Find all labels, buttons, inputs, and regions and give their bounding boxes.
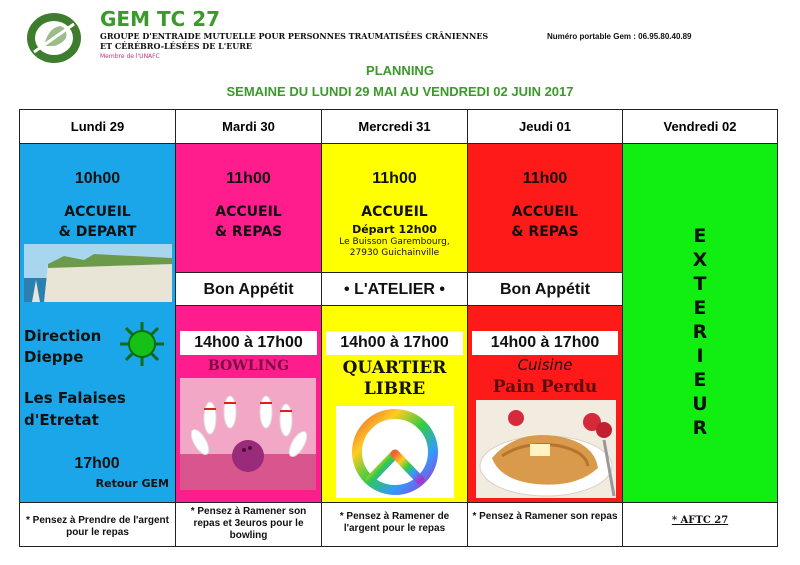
mardi-title-1: ACCUEIL xyxy=(215,204,282,220)
col-jeudi xyxy=(468,144,623,502)
cliffs-image xyxy=(24,244,172,302)
lundi-title-1: ACCUEIL xyxy=(64,204,131,220)
letter: E xyxy=(693,225,707,247)
mercredi-activity-2: LIBRE xyxy=(363,379,426,399)
note-jeudi: * Pensez à Ramener son repas xyxy=(468,502,623,546)
col-mardi xyxy=(176,144,322,502)
note-mercredi: * Pensez à Ramener de l'argent pour le repas xyxy=(322,502,468,546)
peace-icon xyxy=(336,406,454,498)
mercredi-address-2: 27930 Guichainville xyxy=(349,248,440,258)
letter: R xyxy=(692,417,708,439)
note-lundi: * Pensez à Prendre de l'argent pour le repas xyxy=(20,502,176,546)
lundi-place-1: Les Falaises xyxy=(24,389,126,407)
org-name: GEM TC 27 xyxy=(100,7,221,31)
mercredi-title-1: ACCUEIL xyxy=(361,204,428,220)
mardi-time-am: 11h00 xyxy=(226,170,271,187)
jeudi-title-1: ACCUEIL xyxy=(511,204,579,220)
mercredi-band: • L'ATELIER • xyxy=(322,272,467,306)
col-mercredi xyxy=(322,144,468,502)
letter: E xyxy=(693,297,707,319)
sun-icon xyxy=(118,320,166,368)
letter: R xyxy=(692,321,708,343)
note-mardi: * Pensez à Ramener son repas et 3euros pour le bowling xyxy=(176,502,322,546)
mardi-title-2: & REPAS xyxy=(214,224,283,240)
jeudi-band: Bon Appétit xyxy=(468,272,622,306)
note-vendredi: * AFTC 27 xyxy=(623,502,777,546)
schedule-table xyxy=(19,109,778,547)
lundi-time-am: 10h00 xyxy=(74,170,121,187)
letter: I xyxy=(696,345,704,367)
mercredi-address-1: Le Buisson Garembourg, xyxy=(339,237,450,247)
lundi-place-2: d'Etretat xyxy=(24,411,99,429)
lundi-destination-2: Dieppe xyxy=(24,348,84,366)
jeudi-time-pm: 14h00 à 17h00 xyxy=(472,331,618,355)
phone-number: Numéro portable Gem : 06.95.80.40.89 xyxy=(547,32,692,41)
lundi-time-return: 17h00 xyxy=(74,455,120,472)
jeudi-activity-1: Cuisine xyxy=(517,356,573,374)
mardi-band: Bon Appétit xyxy=(176,272,321,306)
lundi-return-label: Retour GEM xyxy=(95,477,169,490)
mercredi-time-pm: 14h00 à 17h00 xyxy=(326,331,463,355)
org-line-2: ET CÉRÉBRO-LÉSÉES DE L'EURE xyxy=(100,41,253,51)
col-vendredi xyxy=(623,144,777,502)
member-label: Membre de l'UNAFC xyxy=(100,53,160,60)
exterieur-letters xyxy=(623,224,777,440)
planning-week: SEMAINE DU LUNDI 29 MAI AU VENDREDI 02 JUIN 2017 xyxy=(226,84,574,99)
lundi-title-2: & DEPART xyxy=(58,224,137,240)
mardi-time-pm: 14h00 à 17h00 xyxy=(180,331,317,355)
jeudi-time-am: 11h00 xyxy=(522,170,568,187)
header-mercredi: Mercredi 31 xyxy=(322,110,468,144)
jeudi-activity-2: Pain Perdu xyxy=(492,377,598,397)
letter: X xyxy=(692,249,708,271)
letter: E xyxy=(693,369,707,391)
bowling-image xyxy=(180,378,316,490)
lundi-destination-1: Direction xyxy=(24,327,102,345)
header-mardi: Mardi 30 xyxy=(176,110,322,144)
mercredi-title-2: Départ 12h00 xyxy=(352,223,437,236)
header-vendredi: Vendredi 02 xyxy=(623,110,777,144)
mardi-activity: BOWLING xyxy=(207,358,290,374)
pain-perdu-image xyxy=(476,400,616,498)
org-line-1: GROUPE D'ENTRAIDE MUTUELLE POUR PERSONNES TRAUMATISÉES CRÂNIENNES xyxy=(100,31,489,41)
mercredi-activity-1: QUARTIER xyxy=(342,358,447,378)
org-description xyxy=(100,31,488,51)
letter: T xyxy=(693,273,707,295)
col-lundi xyxy=(20,144,176,502)
mercredi-time-am: 11h00 xyxy=(372,170,417,187)
header-jeudi: Jeudi 01 xyxy=(468,110,623,144)
jeudi-title-2: & REPAS xyxy=(511,224,579,240)
header-lundi: Lundi 29 xyxy=(20,110,176,144)
planning-title: PLANNING xyxy=(366,63,434,78)
letter: U xyxy=(692,393,708,415)
gem-logo xyxy=(24,10,84,66)
